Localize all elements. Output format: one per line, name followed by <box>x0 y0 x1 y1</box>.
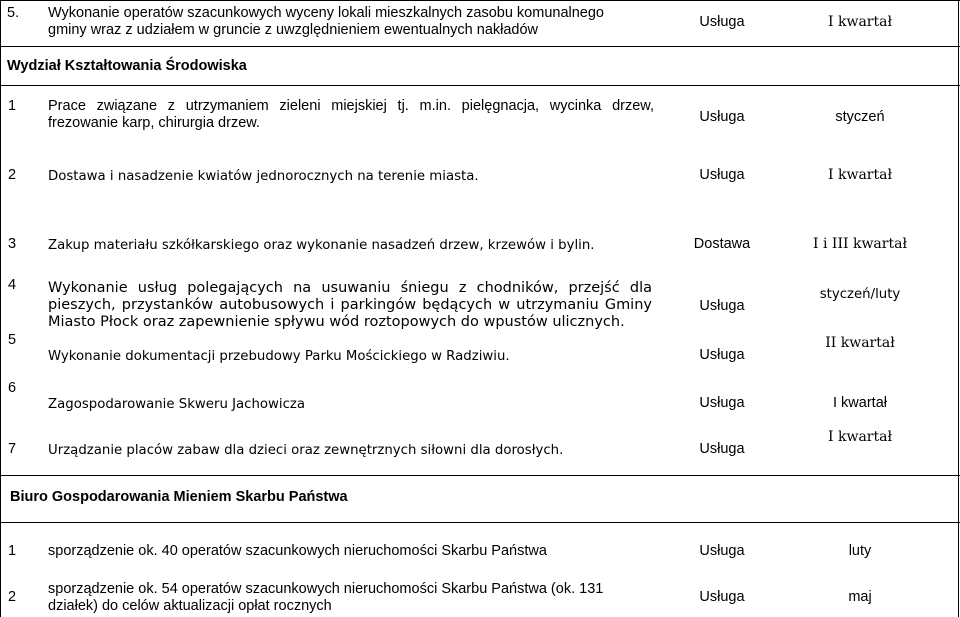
row-description: Wykonanie operatów szacunkowych wyceny lokali mieszkalnych zasobu komunalnego gminy wraz z udziałem w gruncie z uwzględnieniem ewentualnych nakładów <box>48 5 604 38</box>
row-divider <box>0 46 960 47</box>
row-number: 1 <box>8 98 17 114</box>
row-divider <box>0 522 960 523</box>
row-type: Usługa <box>699 167 745 183</box>
row-term: I i III kwartał <box>813 236 907 252</box>
row-description: sporządzenie ok. 54 operatów szacunkowych nieruchomości Skarbu Państwa (ok. 131 działek) do celów aktualizacji opłat rocznych <box>48 581 604 614</box>
row-description: Prace związane z utrzymaniem zieleni miejskiej tj. m.in. pielęgnacja, wycinka drzew, frezowanie karp, chirurgia drzew. <box>48 98 654 131</box>
row-number: 4 <box>8 277 17 293</box>
row-term: I kwartał <box>828 167 892 183</box>
row-description: Wykonanie dokumentacji przebudowy Parku Mościckiego w Radziwiu. <box>48 349 510 364</box>
row-type: Dostawa <box>693 236 751 252</box>
row-number: 2 <box>8 589 17 605</box>
row-type: Usługa <box>699 395 745 411</box>
row-term: styczeń <box>835 109 885 125</box>
table-border-top <box>0 0 960 1</box>
row-type: Usługa <box>699 441 745 457</box>
row-number: 5. <box>7 5 20 21</box>
row-number: 3 <box>8 236 17 252</box>
row-description: sporządzenie ok. 40 operatów szacunkowych nieruchomości Skarbu Państwa <box>48 543 547 559</box>
row-type: Usługa <box>699 14 745 30</box>
row-term: I kwartał <box>828 429 892 445</box>
row-type: Usługa <box>699 543 745 559</box>
row-type: Usługa <box>699 347 745 363</box>
row-term: I kwartał <box>833 395 887 411</box>
row-number: 6 <box>8 380 17 396</box>
row-term: II kwartał <box>825 335 895 351</box>
row-description: Urządzanie placów zabaw dla dzieci oraz zewnętrznych siłowni dla dorosłych. <box>48 443 564 458</box>
row-type: Usługa <box>699 298 745 314</box>
row-description: Zakup materiału szkółkarskiego oraz wykonanie nasadzeń drzew, krzewów i bylin. <box>48 238 595 253</box>
row-number: 1 <box>8 543 17 559</box>
section-title: Biuro Gospodarowania Mieniem Skarbu Państwa <box>10 489 348 505</box>
row-divider <box>0 85 960 86</box>
row-number: 5 <box>8 332 17 348</box>
row-description: Wykonanie usług polegających na usuwaniu śniegu z chodników, przejść dla pieszych, przystanków autobusowych i parkingów będących w utrzymaniu Gminy Miasto Płock oraz zapewnienie spływu wód roztopowych do wpustów ulicznych. <box>48 280 652 330</box>
row-divider <box>0 475 960 476</box>
section-title: Wydział Kształtowania Środowiska <box>7 58 247 74</box>
row-term: maj <box>848 589 872 605</box>
row-number: 2 <box>8 167 17 183</box>
row-number: 7 <box>8 441 17 457</box>
row-term: luty <box>848 543 872 559</box>
table-border-right <box>958 0 959 617</box>
row-description: Zagospodarowanie Skweru Jachowicza <box>48 397 306 412</box>
row-type: Usługa <box>699 589 745 605</box>
table-border-left <box>0 0 1 617</box>
row-term: styczeń/luty <box>819 287 901 302</box>
row-description: Dostawa i nasadzenie kwiatów jednorocznych na terenie miasta. <box>48 169 479 184</box>
row-type: Usługa <box>699 109 745 125</box>
row-term: I kwartał <box>828 14 892 30</box>
